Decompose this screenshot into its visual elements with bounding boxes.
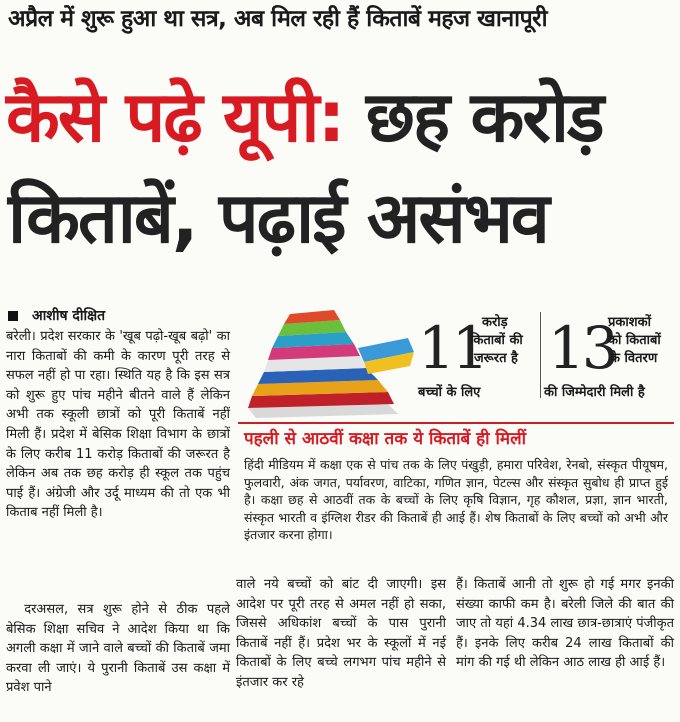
stat-label-line: प्रकाशकों — [608, 315, 651, 330]
stat-caption: बच्चों के लिए — [418, 385, 481, 400]
stat-divider — [540, 312, 541, 398]
article-lead-paragraph: बरेली। प्रदेश सरकार के 'खूब पढ़ो-खूब बढ़ो' का नारा किताबों की कमी के कारण पूरी तरह से सफल नहीं हो पा रहा। स्थिति यह है कि इस सत्र को शुरू हुए पांच महीने बीतने वाले हैं लेकिन अभी तक स्कूली छात्रों को पूरी किताबें नहीं मिली हैं। प्रदेश में बेसिक शिक्षा विभाग के छात्रों के लिए करीब 11 करोड़ किताबों की जरूरत है लेकिन अब तक छह करोड़ ही स्कूल तक पहुंच पाई हैं। अंग्रेजी और उर्दू माध्यम की तो एक भी किताब नहीं मिली है। — [6, 329, 230, 521]
stat-box-publishers — [544, 312, 676, 408]
stat-label-line: करोड़ — [482, 315, 508, 330]
article-paragraph-right: हैं। किताबें आनी तो शुरू हो गई मगर इनकी संख्या काफी कम है। बरेली जिले की बात की जाए तो यहां 4.34 लाख छात्र-छात्राएं पंजीकृत हैं। इनके लिए करीब 24 लाख किताबों की मांग की गई थी लेकिन आठ लाख ही आई हैं। — [456, 577, 674, 671]
books-received-box — [238, 422, 674, 566]
headline-dark-part: छह करोड़ — [365, 76, 603, 158]
byline — [8, 306, 105, 326]
article-column-middle — [236, 575, 446, 693]
stat-label-line: को किताबों — [608, 333, 661, 348]
kicker-headline: अप्रैल में शुरू हुआ था सत्र, अब मिल रही हैं किताबें महज खानापूरी — [8, 6, 548, 32]
books-stack-image — [238, 308, 416, 420]
stat-label-line: किताबों की — [470, 333, 523, 348]
article-column-right — [456, 575, 674, 673]
article-paragraph-middle: वाले नये बच्चों को बांट दी जाएगी। इस आदेश पर पूरी तरह से अमल नहीं हो सका, जिससे अधिकांश बच्चों के पास पुरानी किताबें नहीं हैं। प्रदेश भर के स्कूलों में नई किताबों के लिए बच्चे लगभग पांच महीने से इंतजार कर रहे — [236, 577, 446, 690]
article-column-left — [6, 600, 230, 698]
stat-caption: की जिम्मेदारी मिली है — [544, 385, 645, 400]
byline-square-icon — [8, 311, 18, 321]
stat-box-books-needed — [418, 312, 540, 408]
stat-label-line: जरूरत है — [474, 351, 518, 366]
article-lead-column — [6, 327, 230, 523]
box-text: हिंदी मीडियम में कक्षा एक से पांच तक के लिए पंखुड़ी, हमारा परिवेश, रेनबो, संस्कृत पीयूषम, फुलवारी, अंक जगत, पर्यावरण, वाटिका, गणित ज्ञान, पेटल्स और संस्कृत सुबोध ही प्राप्त हुई है। कक्षा छह से आठवीं तक के बच्चों के लिए कृषि विज्ञान, गृह कौशल, प्रज्ञा, ज्ञान भारती, संस्कृत भारती व इंग्लिश रीडर की किताबें ही आई हैं। शेष किताबों के लिए बच्चों को अभी और इंतजार करना होगा। — [244, 457, 668, 542]
byline-author: आशीष दीक्षित — [32, 308, 106, 324]
headline-red-part: कैसे पढ़े यूपी: — [6, 76, 344, 158]
headline-line-2: किताबें, पढ़ाई असंभव — [8, 177, 548, 259]
stat-label-line: के वितरण — [610, 351, 658, 366]
article-paragraph-left: दरअसल, सत्र शुरू होने से ठीक पहले बेसिक शिक्षा सचिव ने आदेश किया था कि अगली कक्षा में जाने वाले बच्चों की किताबें जमा करवा ली जाएं। ये पुरानी किताबें उस कक्षा में प्रवेश पाने — [6, 602, 230, 696]
headline-line-1 — [6, 72, 602, 162]
stat-number: 13 — [548, 314, 616, 382]
stat-number: 11 — [418, 314, 486, 382]
box-title: पहली से आठवीं कक्षा तक ये किताबें ही मिलीं — [244, 429, 526, 449]
